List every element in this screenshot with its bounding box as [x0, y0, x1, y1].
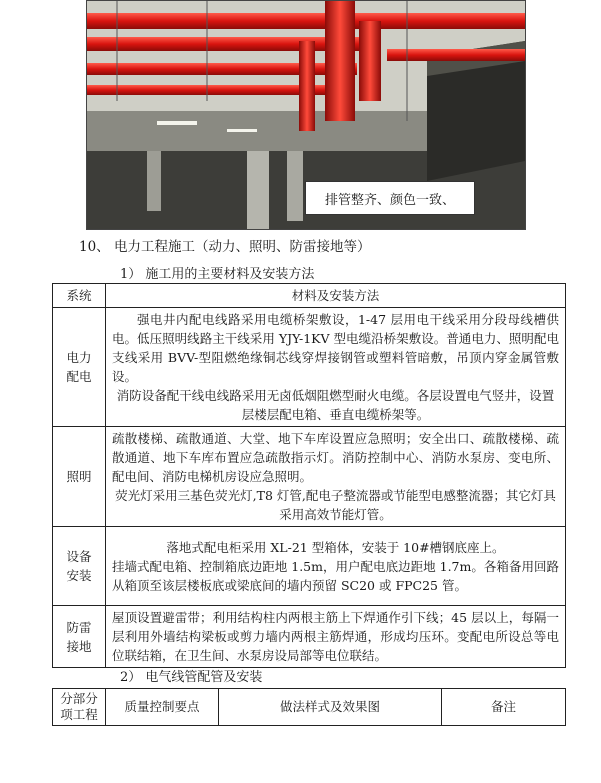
method-paragraph: 挂墙式配电箱、控制箱底边距地 1.5m，用户配电底边距地 1.7m。各箱备用回路从箱顶至该层楼板底或梁底间的墙内预留 SC20 或 FPC25 管。	[112, 558, 559, 593]
conduit-table	[52, 688, 566, 726]
system-cell: 防雷 接地	[53, 606, 106, 668]
method-paragraph: 荧光灯采用三基色荧光灯,T8 灯管,配电子整流器或节能型电感整流器；其它灯具采用高效节能灯管。	[115, 488, 556, 522]
method-cell	[106, 308, 566, 427]
system-cell: 电力 配电	[53, 308, 106, 427]
method-paragraph: 消防设备配干线电线路采用无卤低烟阻燃型耐火电缆。各层设置电气竖井，设置层楼层配电箱、垂直电缆桥架等。	[116, 388, 555, 422]
subheading-conduit: 2） 电气线管配管及安装	[120, 670, 263, 685]
method-paragraph: 疏散楼梯、疏散通道、大堂、地下车库设置应急照明；安全出口、疏散楼梯、疏散通道、地下车库布置应急疏散指示灯。消防控制中心、消防水泵房、变电所、配电间、消防电梯机房设应急照明。	[112, 431, 559, 484]
method-paragraph: 强电井内配电线路采用电缆桥架敷设，1-47 层用电干线采用分段母线槽供电。低压照明线路主干线采用 YJY-1KV 型电缆沿桥架敷设。普通电力、照明配电支线采用 BVV-型阻燃绝缘铜芯线穿焊接钢管或塑料管暗敷，吊顶内穿金属管敷设。	[112, 312, 559, 384]
table-row	[53, 427, 566, 527]
header-subproject: 分部分 项工程	[53, 689, 106, 726]
method-paragraph: 落地式配电柜采用 XL-21 型箱体，安装于 10#槽钢底座上。	[166, 539, 505, 555]
section-heading: 10、 电力工程施工（动力、照明、防雷接地等）	[79, 239, 371, 255]
table-row	[53, 606, 566, 668]
method-cell	[106, 527, 566, 606]
header-sample-effect: 做法样式及效果图	[219, 689, 442, 726]
header-quality-points: 质量控制要点	[106, 689, 219, 726]
method-cell	[106, 606, 566, 668]
method-paragraph: 屋顶设置避雷带；利用结构柱内两根主筋上下焊通作引下线；45 层以上，每隔一层利用外墙结构梁板或剪力墙内两根主筋焊通，形成均压环。变配电所设总等电位联结箱，在卫生间、水泵房设局部等电位联结。	[112, 610, 559, 663]
header-system: 系统	[53, 284, 106, 308]
method-cell	[106, 427, 566, 527]
header-remarks: 备注	[442, 689, 566, 726]
materials-table	[52, 283, 566, 668]
subheading-materials: 1） 施工用的主要材料及安装方法	[120, 267, 315, 282]
photo-caption: 排管整齐、颜色一致、	[305, 181, 475, 215]
table-header-row	[53, 689, 566, 726]
system-cell: 照明	[53, 427, 106, 527]
table-row	[53, 308, 566, 427]
system-cell: 设备 安装	[53, 527, 106, 606]
header-method: 材料及安装方法	[106, 284, 566, 308]
table-row	[53, 527, 566, 606]
table-header-row	[53, 284, 566, 308]
